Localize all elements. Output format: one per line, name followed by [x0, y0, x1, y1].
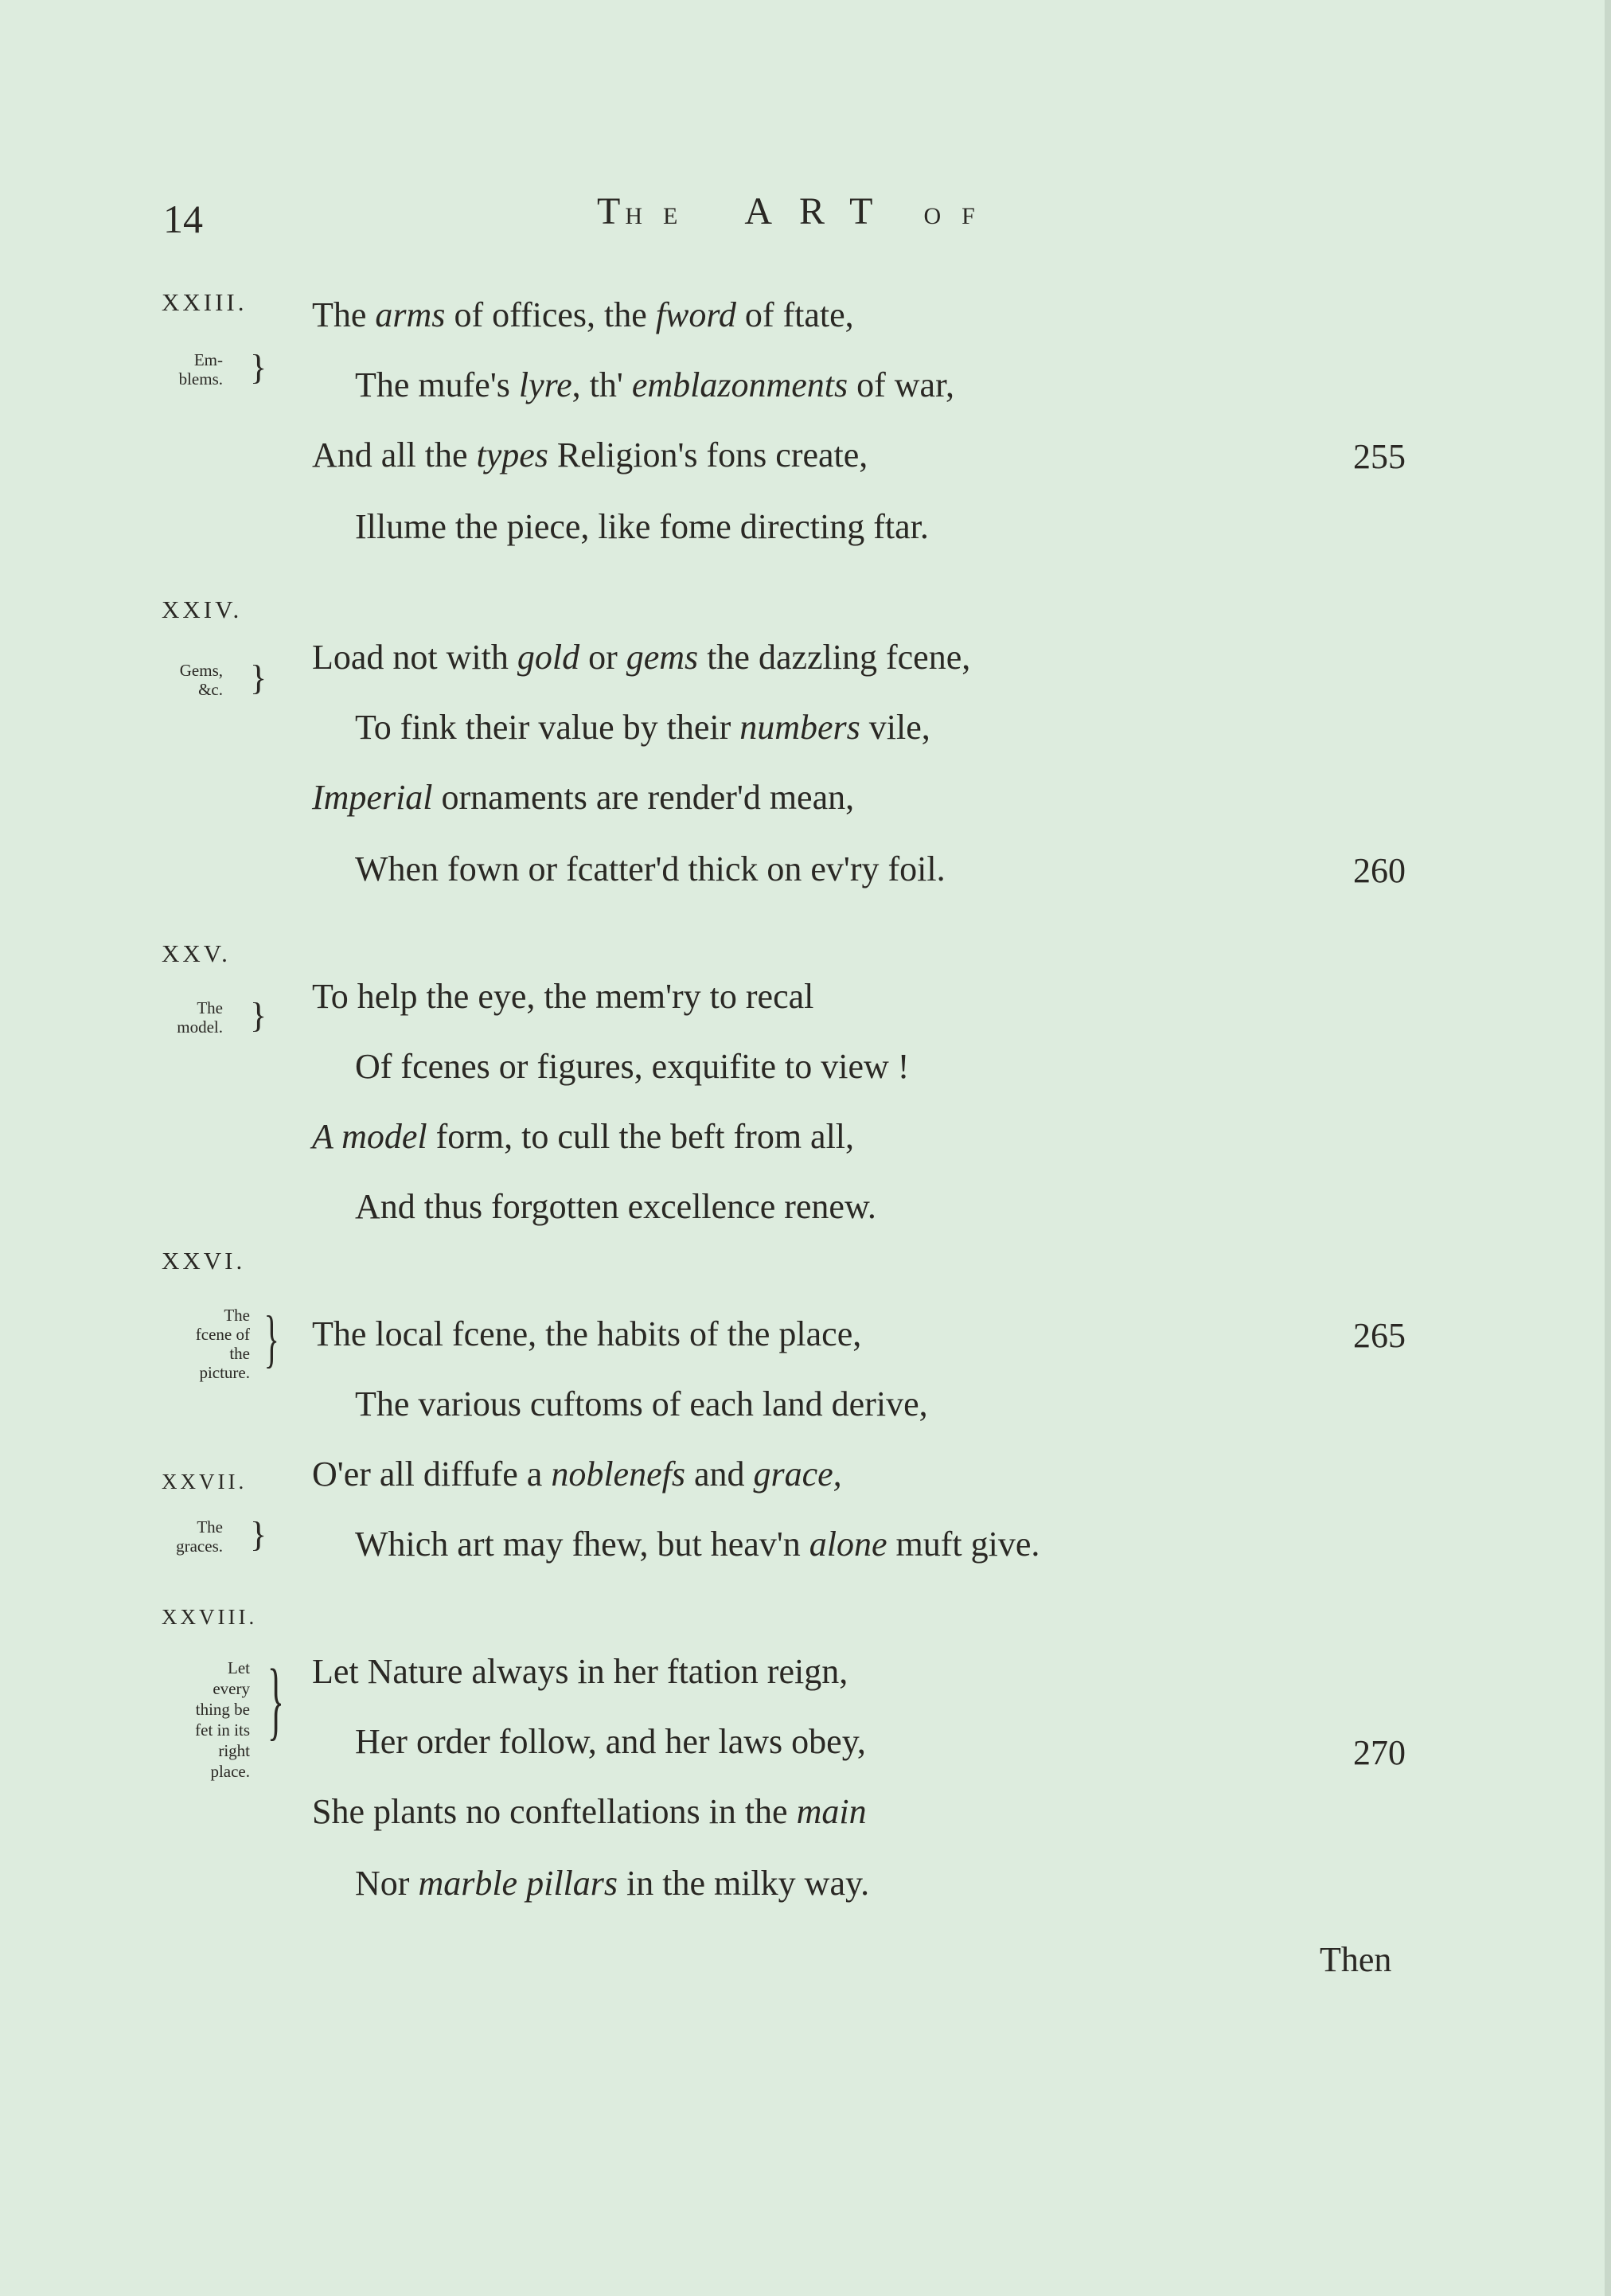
- line-number: 255: [1353, 437, 1406, 476]
- section-numeral: XXVI.: [162, 1247, 246, 1275]
- section-numeral: XXIII.: [162, 288, 248, 316]
- verse-line: The various cuftoms of each land derive,: [355, 1384, 928, 1423]
- page-number: 14: [163, 197, 203, 241]
- verse-line: And thus forgotten excellence renew.: [355, 1187, 876, 1226]
- brace-icon: }: [250, 348, 267, 387]
- section-numeral: XXVII.: [162, 1470, 248, 1494]
- title-the: T: [597, 190, 626, 232]
- section-numeral: XXIV.: [162, 595, 243, 623]
- brace-icon: }: [250, 1515, 267, 1554]
- line-number: 265: [1353, 1316, 1406, 1355]
- margin-note: The fcene of the picture.: [195, 1306, 250, 1382]
- running-title: [597, 189, 996, 233]
- verse-line: The arms of offices, the fword of ftate,: [312, 295, 854, 334]
- verse-line: Imperial ornaments are render'd mean,: [312, 778, 855, 817]
- margin-note: Let every thing be fet in its right place.: [195, 1658, 250, 1781]
- verse-line: O'er all diffufe a noblenefs and grace,: [312, 1455, 842, 1494]
- verse-line: Her order follow, and her laws obey,: [355, 1722, 866, 1761]
- verse-line: Nor marble pillars in the milky way.: [355, 1864, 870, 1903]
- verse-line: The local fcene, the habits of the place,: [312, 1314, 862, 1353]
- section-numeral: XXV.: [162, 939, 231, 967]
- line-number: 270: [1353, 1733, 1406, 1772]
- line-number: 260: [1353, 851, 1406, 890]
- section-numeral: XXVIII.: [162, 1605, 258, 1629]
- verse-line: Of fcenes or figures, exquifite to view !: [355, 1047, 910, 1086]
- verse-line: To fink their value by their numbers vile,: [355, 708, 930, 747]
- verse-line: And all the types Religion's fons create,: [312, 435, 868, 474]
- margin-note: The model.: [177, 998, 223, 1037]
- title-of: OF: [923, 203, 996, 229]
- page-edge: [1605, 0, 1611, 2296]
- brace-icon: }: [263, 1304, 279, 1374]
- catchword: Then: [1320, 1940, 1392, 1979]
- verse-line: When fown or fcatter'd thick on ev'ry foil.: [355, 849, 946, 888]
- verse-line: She plants no conftellations in the main: [312, 1792, 867, 1831]
- verse-line: Illume the piece, like fome directing ftar.: [355, 507, 929, 546]
- verse-line: Load not with gold or gems the dazzling fcene,: [312, 638, 971, 677]
- title-the-rest: HE: [625, 203, 699, 229]
- verse-line: A model form, to cull the beft from all,: [312, 1117, 855, 1156]
- verse-line: To help the eye, the mem'ry to recal: [312, 977, 814, 1016]
- page-header: [0, 189, 1611, 241]
- brace-icon: }: [267, 1651, 284, 1748]
- brace-icon: }: [250, 996, 267, 1035]
- brace-icon: }: [250, 658, 267, 697]
- title-art: ART: [744, 190, 900, 232]
- verse-line: The mufe's lyre, th' emblazonments of war,: [355, 365, 954, 404]
- margin-note: Gems, &c.: [179, 661, 223, 699]
- margin-note: Em- blems.: [178, 350, 223, 389]
- verse-line: Let Nature always in her ftation reign,: [312, 1652, 848, 1691]
- margin-note: The graces.: [176, 1517, 223, 1556]
- verse-line: Which art may fhew, but heav'n alone muft give.: [355, 1525, 1040, 1564]
